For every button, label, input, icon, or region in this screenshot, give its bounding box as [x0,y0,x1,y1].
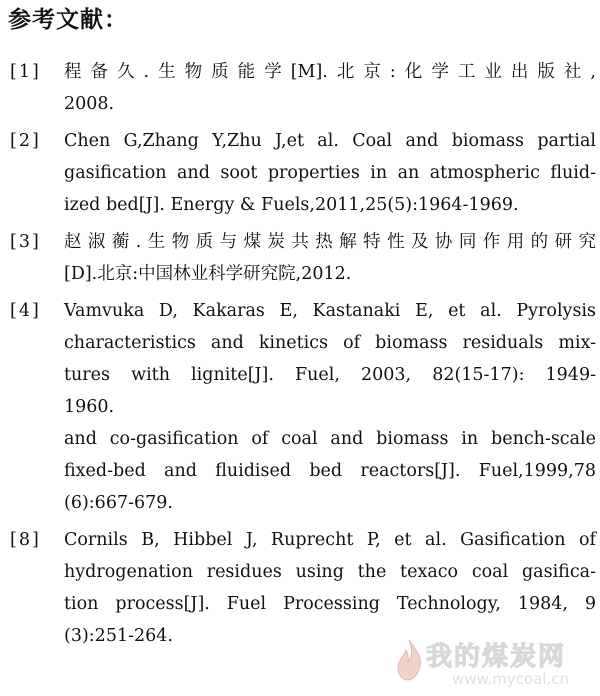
reference-item-1 [0,56,600,120]
reference-line: [D].北京:中国林业科学研究院,2012. [64,264,352,284]
reference-line: tion process[J]. Fuel Processing Technology, 1984, 9 [64,594,596,614]
references-heading: 参考文献： [8,7,128,33]
reference-line: 2008. [64,94,115,114]
watermark-title: 我的煤炭网 [426,642,567,672]
reference-line: gasification and soot properties in an atmospheric fluid- [64,163,596,183]
reference-number: [2] [10,131,41,151]
reference-line: Vamvuka D, Kakaras E, Kastanaki E, et al. Pyrolysis [64,301,596,321]
reference-item-4 [0,295,600,519]
watermark-url: www.mycoal.cn [452,670,569,688]
reference-line: hydrogenation residues using the texaco coal gasifica- [64,562,596,582]
reference-number: [3] [10,232,41,252]
reference-line: characteristics and kinetics of biomass residuals mix- [64,333,596,353]
reference-line: 1960. [64,397,115,417]
reference-line: (3):251-264. [64,626,173,646]
reference-line: (6):667-679. [64,493,173,513]
reference-number: [1] [10,62,41,82]
reference-line: 赵淑蘅.生物质与煤炭共热解特性及协同作用的研究 [64,232,596,252]
reference-item-2 [0,125,600,221]
reference-line: Chen G,Zhang Y,Zhu J,et al. Coal and biomass partial [64,131,596,151]
reference-line: tures with lignite[J]. Fuel, 2003, 82(15-17): 1949- [64,365,596,385]
reference-item-3 [0,226,600,290]
reference-list [0,56,600,657]
flame-logo-icon [394,638,424,682]
reference-number: [8] [10,530,41,550]
reference-line: 程备久.生物质能学[M].北京:化学工业出版社, [64,62,596,82]
watermark [392,636,592,692]
reference-line: Cornils B, Hibbel J, Ruprecht P, et al. Gasification of [64,530,596,550]
reference-line: and co-gasification of coal and biomass in bench-scale [64,429,596,449]
reference-item-8 [0,524,600,652]
reference-line: ized bed[J]. Energy & Fuels,2011,25(5):1964-1969. [64,195,519,215]
reference-line: fixed-bed and fluidised bed reactors[J]. Fuel,1999,78 [64,461,596,481]
reference-number: [4] [10,301,41,321]
